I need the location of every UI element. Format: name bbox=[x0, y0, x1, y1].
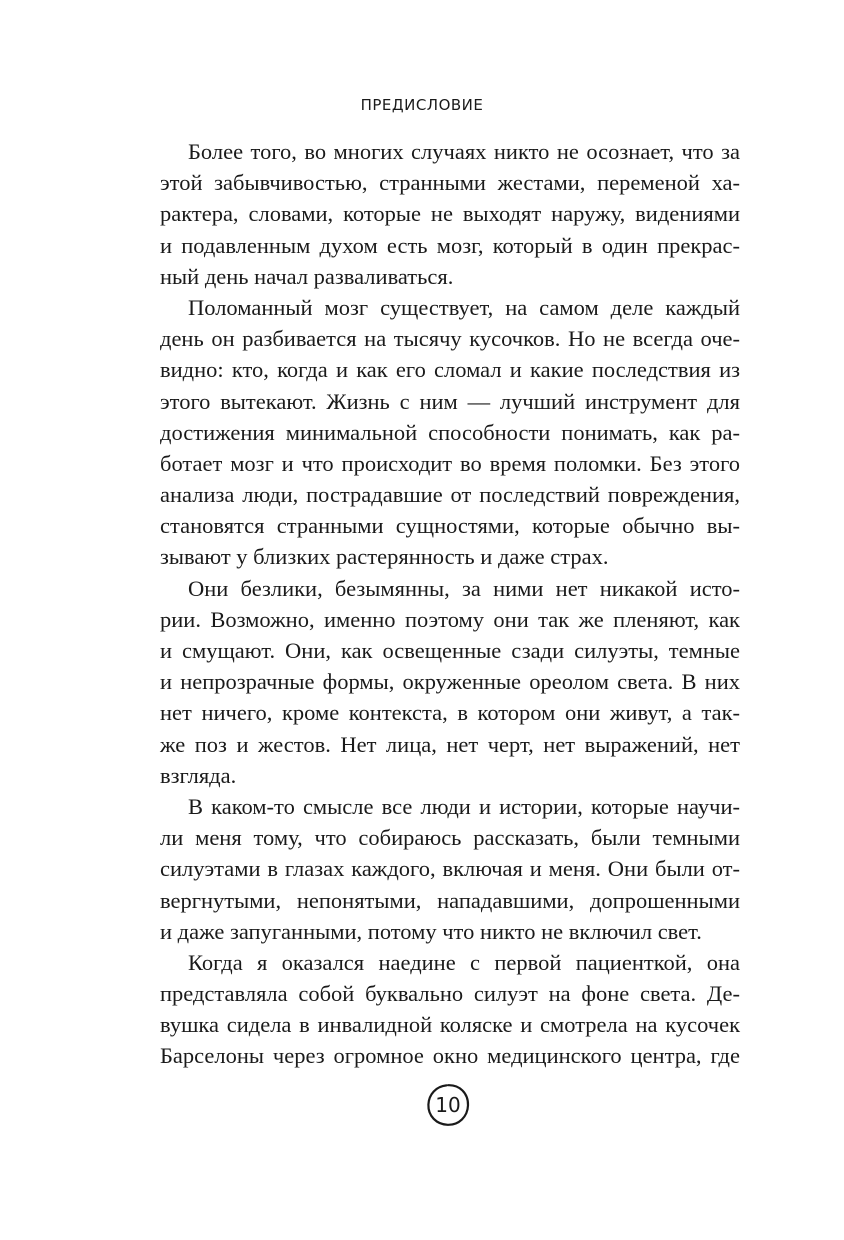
text-line: рактера, словами, которые не выходят наружу, видениями bbox=[160, 201, 740, 227]
page-number: 10 bbox=[435, 1093, 461, 1117]
text-line: и даже запуганными, потому что никто не включил свет. bbox=[160, 918, 702, 944]
text-line: достижения минимальной способности понимать, как ра- bbox=[160, 419, 740, 445]
text-line: видно: кто, когда и как его сломал и какие последствия из bbox=[160, 357, 740, 383]
paragraph-1 bbox=[160, 136, 740, 292]
text-line: становятся странными сущностями, которые обычно вы- bbox=[160, 513, 740, 539]
text-line: Барселоны через огромное окно медицинского центра, где bbox=[160, 1043, 740, 1069]
paragraph-2 bbox=[160, 292, 740, 573]
text-line: рии. Возможно, именно поэтому они так же пленяют, как bbox=[160, 606, 740, 632]
page-number-badge bbox=[425, 1082, 471, 1128]
text-line: вушка сидела в инвалидной коляске и смотрела на кусочек bbox=[160, 1012, 740, 1038]
text-line: ный день начал разваливаться. bbox=[160, 263, 454, 289]
text-line: же поз и жестов. Нет лица, нет черт, нет выражений, нет bbox=[160, 731, 740, 757]
text-line: взгляда. bbox=[160, 762, 237, 788]
text-line: Более того, во многих случаях никто не осознает, что за bbox=[188, 139, 740, 164]
text-line: вергнутыми, непонятыми, нападавшими, допрошенными bbox=[160, 887, 740, 913]
text-line: Они безлики, безымянны, за ними нет никакой исто- bbox=[188, 575, 740, 601]
paragraph-4 bbox=[160, 791, 740, 947]
paragraph-3 bbox=[160, 573, 740, 791]
text-line: анализа люди, пострадавшие от последствий повреждения, bbox=[160, 482, 740, 508]
text-line: этого вытекают. Жизнь с ним — лучший инструмент для bbox=[160, 388, 740, 414]
text-line: Когда я оказался наедине с первой пациенткой, она bbox=[188, 949, 740, 975]
text-line: представляла собой буквально силуэт на фоне света. Де- bbox=[160, 981, 740, 1007]
text-line: день он разбивается на тысячу кусочков. Но не всегда оче- bbox=[160, 326, 740, 352]
text-line: нет ничего, кроме контекста, в котором они живут, а так- bbox=[160, 700, 740, 726]
text-line: ботает мозг и что происходит во время поломки. Без этого bbox=[160, 450, 740, 476]
text-line: ли меня тому, что собираюсь рассказать, были темными bbox=[160, 825, 740, 851]
running-head-title: ПРЕДИСЛОВИЕ bbox=[360, 96, 484, 114]
text-line: силуэтами в глазах каждого, включая и меня. Они были от- bbox=[160, 856, 740, 882]
paragraph-5 bbox=[160, 947, 740, 1072]
body-text bbox=[160, 136, 740, 1072]
text-line: и непрозрачные формы, окруженные ореолом света. В них bbox=[160, 669, 740, 695]
text-line: зывают у близких растерянность и даже страх. bbox=[160, 544, 609, 570]
text-line: В каком-то смысле все люди и истории, которые научи- bbox=[188, 793, 740, 819]
text-line: и подавленным духом есть мозг, который в один прекрас- bbox=[160, 232, 740, 258]
text-line: и смущают. Они, как освещенные сзади силуэты, темные bbox=[160, 638, 740, 663]
text-line: этой забывчивостью, странными жестами, переменой ха- bbox=[160, 170, 740, 196]
text-line: Поломанный мозг существует, на самом деле каждый bbox=[188, 294, 740, 320]
